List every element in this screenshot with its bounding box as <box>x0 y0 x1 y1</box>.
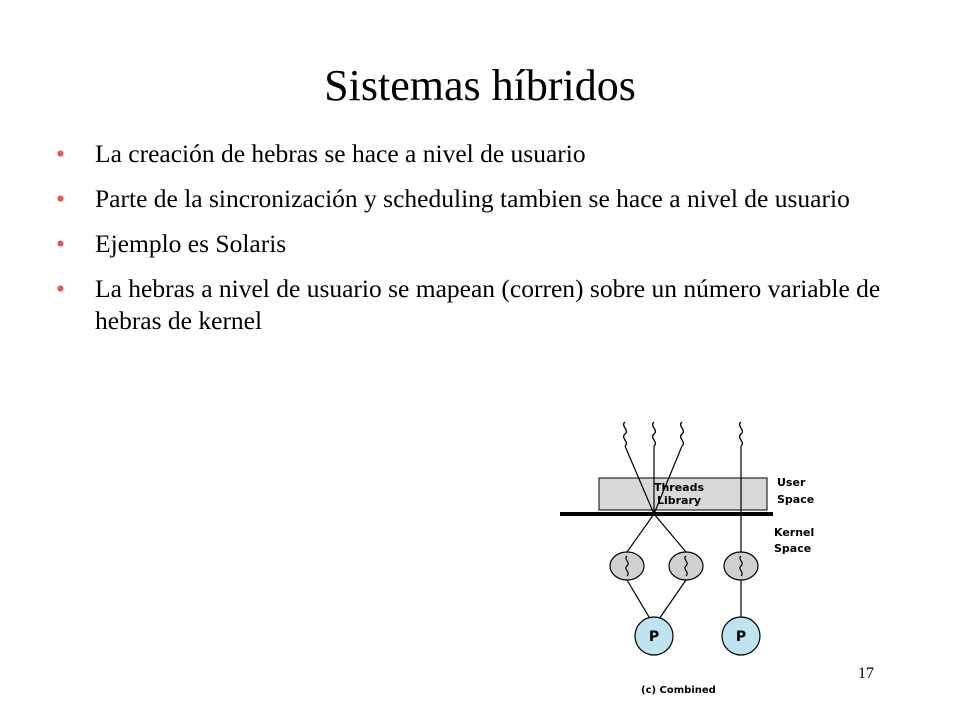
kernel-threads <box>610 552 758 580</box>
processor-label: P <box>648 629 660 645</box>
kernel-space-label-1: Kernel <box>774 526 815 539</box>
bullet-dot: • <box>56 184 65 213</box>
user-space-label-2: Space <box>777 493 815 506</box>
bullet-text: La hebras a nivel de usuario se mapean (corren) sobre un número variable de hebras de kernel <box>95 274 881 335</box>
threads-library-label-1: Threads <box>653 481 705 494</box>
threads-library-label-2: Library <box>656 494 702 507</box>
user-thread-squiggle <box>624 422 627 446</box>
bullet-text: Ejemplo es Solaris <box>95 229 287 258</box>
user-thread-squiggle <box>653 422 656 446</box>
slide-title: Sistemas híbridos <box>324 61 636 110</box>
bullet-item <box>56 183 916 215</box>
user-thread-squiggle <box>681 422 684 446</box>
bullet-dot: • <box>56 139 65 168</box>
user-threads <box>624 422 743 446</box>
user-space-label-1: User <box>777 476 806 489</box>
user-thread-squiggle <box>740 422 743 446</box>
bullet-dot: • <box>56 274 65 303</box>
bullet-item <box>56 138 916 170</box>
diagram-caption: (c) Combined <box>641 685 716 696</box>
bullet-item <box>56 228 916 260</box>
mapping-line <box>657 580 686 622</box>
processors <box>635 617 760 655</box>
bullet-text: Parte de la sincronización y scheduling tambien se hace a nivel de usuario <box>95 184 850 213</box>
mapping-line <box>627 580 652 622</box>
page-number: 17 <box>858 665 874 682</box>
bullet-dot: • <box>56 229 65 258</box>
threads-diagram <box>555 410 845 710</box>
bullet-text: La creación de hebras se hace a nivel de usuario <box>95 139 586 168</box>
mapping-line <box>654 514 686 552</box>
bullet-item <box>56 273 916 337</box>
mapping-line <box>627 514 654 552</box>
mapping-lines <box>625 446 741 622</box>
kernel-space-label-2: Space <box>774 542 812 555</box>
processor-label: P <box>735 629 747 645</box>
bullet-list <box>56 138 916 350</box>
